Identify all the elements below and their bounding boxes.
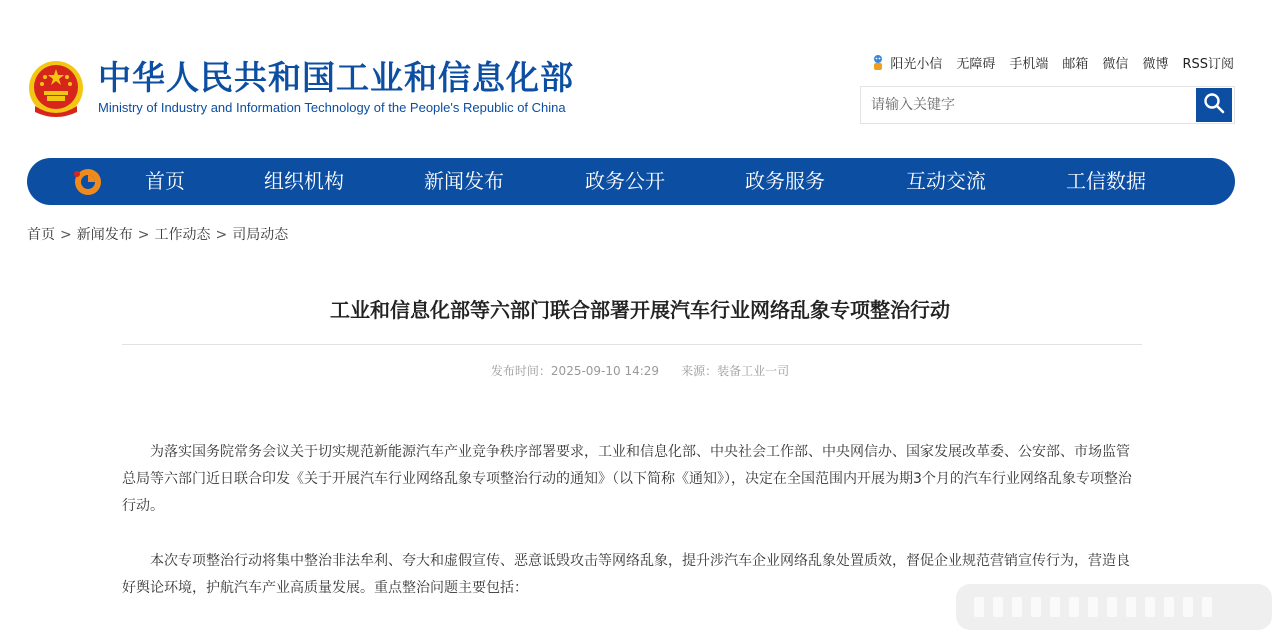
link-weibo[interactable]: 微博: [1142, 57, 1169, 72]
breadcrumb-work-updates[interactable]: 工作动态: [154, 227, 211, 243]
scroll-preview-bar: [1012, 597, 1022, 617]
national-emblem-icon: [27, 58, 85, 120]
publish-time: 发布时间：2025-09-10 14:29: [490, 364, 660, 378]
scroll-preview-bar: [1202, 597, 1212, 617]
scroll-preview-bar: [1050, 597, 1060, 617]
link-accessibility[interactable]: 无障碍: [956, 57, 996, 72]
scroll-preview-bar: [1145, 597, 1155, 617]
scroll-preview-bar: [993, 597, 1003, 617]
scroll-preview-bar: [1069, 597, 1079, 617]
search-input[interactable]: [861, 87, 1191, 123]
link-sunshine-assistant-label: 阳光小信: [890, 57, 943, 72]
link-rss[interactable]: RSS订阅: [1182, 57, 1234, 72]
main-nav: [27, 158, 1235, 205]
scroll-preview-bar: [1164, 597, 1174, 617]
scroll-preview-bar: [1183, 597, 1193, 617]
breadcrumb-home[interactable]: 首页: [27, 227, 55, 243]
link-mailbox[interactable]: 邮箱: [1062, 57, 1089, 72]
breadcrumb: [27, 224, 288, 244]
breadcrumb-separator: >: [137, 227, 150, 243]
nav-services[interactable]: 政务服务: [745, 169, 825, 193]
site-name-cn[interactable]: 中华人民共和国工业和信息化部: [98, 58, 574, 97]
breadcrumb-separator: >: [60, 227, 72, 243]
nav-home[interactable]: 首页: [145, 169, 185, 193]
ministry-logo-icon[interactable]: [71, 166, 105, 198]
assistant-mascot-icon: [871, 54, 885, 72]
scroll-preview-bar: [1107, 597, 1117, 617]
nav-government-affairs[interactable]: 政务公开: [585, 169, 665, 193]
search-box: [860, 86, 1235, 124]
scroll-preview-bar: [1126, 597, 1136, 617]
scroll-preview-bar: [1031, 597, 1041, 617]
nav-news[interactable]: 新闻发布: [424, 169, 504, 193]
link-sunshine-assistant[interactable]: [871, 53, 942, 72]
nav-interaction[interactable]: 互动交流: [906, 169, 986, 193]
breadcrumb-department-updates[interactable]: 司局动态: [232, 227, 289, 243]
breadcrumb-news[interactable]: 新闻发布: [76, 227, 133, 243]
article-paragraph: 本次专项整治行动将集中整治非法牟利、夸大和虚假宣传、恶意诋毁攻击等网络乱象，提升涉汽车企业网络乱象处置质效，督促企业规范营销宣传行为，营造良好舆论环境，护航汽车产业高质量发展。重点整治问题主要包括：: [122, 553, 1130, 596]
site-name-en[interactable]: Ministry of Industry and Information Technology of the People's Republic of China: [98, 100, 566, 115]
title-divider: [122, 344, 1142, 345]
scroll-preview-bar: [974, 597, 984, 617]
link-wechat[interactable]: 微信: [1102, 57, 1129, 72]
nav-data[interactable]: 工信数据: [1066, 169, 1146, 193]
breadcrumb-separator: >: [215, 227, 228, 243]
search-icon: [1203, 92, 1225, 118]
article-meta: [0, 362, 1280, 379]
article-paragraph: 为落实国务院常务会议关于切实规范新能源汽车产业竞争秩序部署要求，工业和信息化部、中央社会工作部、中央网信办、国家发展改革委、公安部、市场监管总局等六部门近日联合印发《关于开展汽车行业网络乱象专项整治行动的通知》（以下简称《通知》），决定在全国范围内开展为期3个月的汽车行业网络乱象专项整治行动。: [122, 444, 1132, 514]
scroll-preview-bar: [1088, 597, 1098, 617]
article-title: 工业和信息化部等六部门联合部署开展汽车行业网络乱象专项整治行动: [330, 298, 950, 322]
nav-organization[interactable]: 组织机构: [264, 169, 344, 193]
top-links: [871, 53, 1234, 72]
scroll-preview-overlay[interactable]: [956, 584, 1272, 630]
article-source: 来源：装备工业一司: [681, 364, 790, 378]
search-button[interactable]: [1196, 88, 1232, 122]
link-mobile[interactable]: 手机端: [1009, 57, 1049, 72]
